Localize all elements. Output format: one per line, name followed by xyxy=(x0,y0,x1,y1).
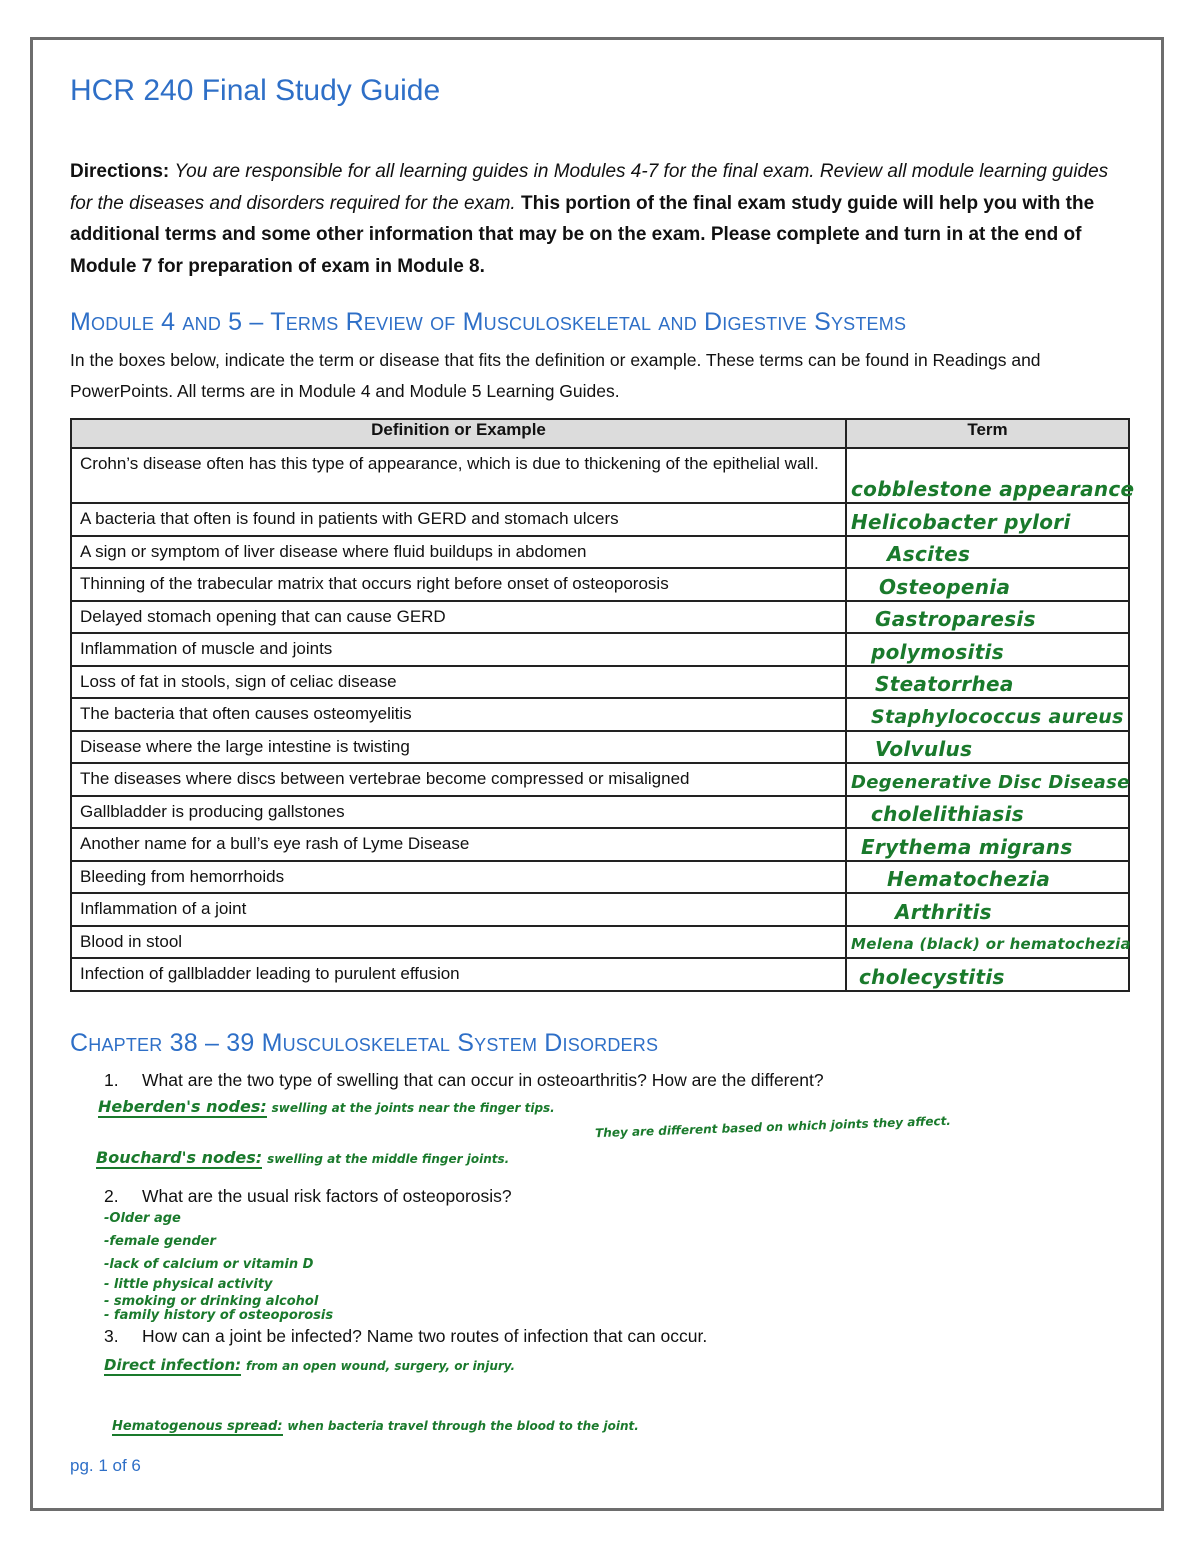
question-number: 1. xyxy=(104,1070,119,1090)
definition-cell: Inflammation of muscle and joints xyxy=(71,633,846,666)
list-item: - family history of osteoporosis xyxy=(104,1308,334,1323)
definition-cell: Blood in stool xyxy=(71,926,846,959)
question-2 xyxy=(104,1186,512,1207)
term-cell[interactable] xyxy=(846,536,1129,569)
table-row xyxy=(71,698,1129,731)
term-cell[interactable] xyxy=(846,763,1129,796)
column-header-definition: Definition or Example xyxy=(71,419,846,448)
handwritten-term: Degenerative Disc Disease xyxy=(851,771,1130,793)
table-row xyxy=(71,568,1129,601)
term-cell[interactable] xyxy=(846,568,1129,601)
term-cell[interactable] xyxy=(846,633,1129,666)
answer-label: Bouchard's nodes: xyxy=(96,1148,263,1167)
table-row xyxy=(71,448,1129,503)
definition-cell: Infection of gallbladder leading to purulent effusion xyxy=(71,958,846,991)
list-item: - little physical activity xyxy=(104,1277,273,1292)
table-header-row xyxy=(71,419,1129,448)
table-row xyxy=(71,763,1129,796)
definition-cell: Another name for a bull’s eye rash of Lyme Disease xyxy=(71,828,846,861)
handwritten-term: Volvulus xyxy=(875,737,973,761)
handwritten-term: Gastroparesis xyxy=(875,607,1036,631)
handwritten-term: Erythema migrans xyxy=(861,834,1073,859)
directions-bold: This portion of the final exam study guide will help you with the additional terms and some other information that may be on the exam. Please complete and turn in at the end of Module 7 for preparation of exam in Module 8. xyxy=(70,192,1095,277)
table-row xyxy=(71,958,1129,991)
answer-label: Heberden's nodes: xyxy=(98,1097,267,1116)
table-row xyxy=(71,861,1129,894)
table-row xyxy=(71,731,1129,764)
term-cell[interactable] xyxy=(846,601,1129,634)
definition-cell: Bleeding from hemorrhoids xyxy=(71,861,846,894)
term-cell[interactable] xyxy=(846,503,1129,536)
handwritten-term: Steatorrhea xyxy=(875,672,1014,696)
list-item: -female gender xyxy=(104,1234,216,1249)
term-cell[interactable] xyxy=(846,861,1129,894)
table-row xyxy=(71,828,1129,861)
handwritten-term: cholecystitis xyxy=(859,964,1005,989)
question-text: What are the usual risk factors of osteoporosis? xyxy=(142,1186,512,1206)
directions-label: Directions: xyxy=(70,161,170,182)
terms-table-body xyxy=(71,448,1135,991)
term-cell[interactable] xyxy=(846,796,1129,829)
answer-1b xyxy=(96,1148,509,1167)
handwritten-term: Ascites xyxy=(887,542,971,566)
answer-text: when bacteria travel through the blood to the joint. xyxy=(287,1419,639,1433)
list-item: - smoking or drinking alcohol xyxy=(104,1294,319,1309)
definition-cell: Thinning of the trabecular matrix that occurs right before onset of osteoporosis xyxy=(71,568,846,601)
answer-label: Hematogenous spread: xyxy=(112,1419,283,1434)
answer-3b xyxy=(112,1418,639,1434)
page-number: pg. 1 of 6 xyxy=(70,1456,141,1475)
definition-cell: Gallbladder is producing gallstones xyxy=(71,796,846,829)
answer-3a xyxy=(104,1356,515,1374)
answer-text: swelling at the middle finger joints. xyxy=(267,1152,510,1166)
term-cell[interactable] xyxy=(846,893,1129,926)
page-title: HCR 240 Final Study Guide xyxy=(70,74,441,107)
handwritten-term: Helicobacter pylori xyxy=(851,509,1071,534)
question-number: 2. xyxy=(104,1186,119,1206)
handwritten-term: Staphylococcus aureus xyxy=(871,705,1124,728)
term-cell[interactable] xyxy=(846,666,1129,699)
answer-text: from an open wound, surgery, or injury. xyxy=(246,1359,516,1373)
term-cell[interactable] xyxy=(846,926,1129,959)
definition-cell: Crohn’s disease often has this type of appearance, which is due to thickening of the epithelial wall. xyxy=(71,448,846,503)
definition-cell: Loss of fat in stools, sign of celiac disease xyxy=(71,666,846,699)
question-number: 3. xyxy=(104,1326,119,1346)
question-1 xyxy=(104,1070,824,1091)
definition-cell: A sign or symptom of liver disease where fluid buildups in abdomen xyxy=(71,536,846,569)
table-row xyxy=(71,601,1129,634)
table-row xyxy=(71,666,1129,699)
directions-italic: You are responsible for all learning guides in Modules 4-7 for the final exam. Review all module learning guides for the diseases and disorders required for the exam. xyxy=(70,161,1109,214)
question-3 xyxy=(104,1326,707,1347)
definition-cell: Inflammation of a joint xyxy=(71,893,846,926)
directions xyxy=(70,156,1110,282)
question-text: What are the two type of swelling that can occur in osteoarthritis? How are the different? xyxy=(142,1070,824,1090)
question-text: How can a joint be infected? Name two routes of infection that can occur. xyxy=(142,1326,708,1346)
table-row xyxy=(71,796,1129,829)
definition-cell: The diseases where discs between vertebrae become compressed or misaligned xyxy=(71,763,846,796)
table-row xyxy=(71,893,1129,926)
handwritten-term: Melena (black) or hematochezia xyxy=(851,935,1131,953)
answer-1-difference: They are different based on which joints they affect. xyxy=(594,1113,952,1141)
term-cell[interactable] xyxy=(846,448,1135,503)
term-cell[interactable] xyxy=(846,698,1129,731)
handwritten-term: Hematochezia xyxy=(887,867,1051,891)
table-row xyxy=(71,926,1129,959)
definition-cell: Delayed stomach opening that can cause GERD xyxy=(71,601,846,634)
term-cell[interactable] xyxy=(846,731,1129,764)
handwritten-term: cholelithiasis xyxy=(871,802,1024,826)
term-cell[interactable] xyxy=(846,958,1129,991)
handwritten-term: Arthritis xyxy=(895,899,992,924)
definition-cell: The bacteria that often causes osteomyelitis xyxy=(71,698,846,731)
list-item: -lack of calcium or vitamin D xyxy=(104,1257,314,1272)
table-row xyxy=(71,536,1129,569)
definition-cell: A bacteria that often is found in patients with GERD and stomach ulcers xyxy=(71,503,846,536)
answer-1a xyxy=(98,1097,555,1116)
section-heading-disorders: Chapter 38 – 39 Musculoskeletal System Disorders xyxy=(70,1029,659,1057)
answer-2-list xyxy=(104,1210,333,1324)
list-item: -Older age xyxy=(104,1211,181,1226)
section-heading-terms: Module 4 and 5 – Terms Review of Musculoskeletal and Digestive Systems xyxy=(70,308,907,336)
column-header-term: Term xyxy=(846,419,1129,448)
terms-table xyxy=(70,418,1135,992)
handwritten-term: cobblestone appearance xyxy=(851,477,1135,501)
handwritten-term: polymositis xyxy=(871,639,1004,664)
handwritten-term: Osteopenia xyxy=(879,574,1011,599)
table-row xyxy=(71,503,1129,536)
answer-text: swelling at the joints near the finger tips. xyxy=(271,1101,555,1115)
answer-label: Direct infection: xyxy=(104,1356,242,1374)
definition-cell: Disease where the large intestine is twisting xyxy=(71,731,846,764)
term-cell[interactable] xyxy=(846,828,1129,861)
table-row xyxy=(71,633,1129,666)
section-intro: In the boxes below, indicate the term or disease that fits the definition or example. These terms can be found in Readings and PowerPoints. All terms are in Module 4 and Module 5 Learning Guides. xyxy=(70,350,1041,401)
